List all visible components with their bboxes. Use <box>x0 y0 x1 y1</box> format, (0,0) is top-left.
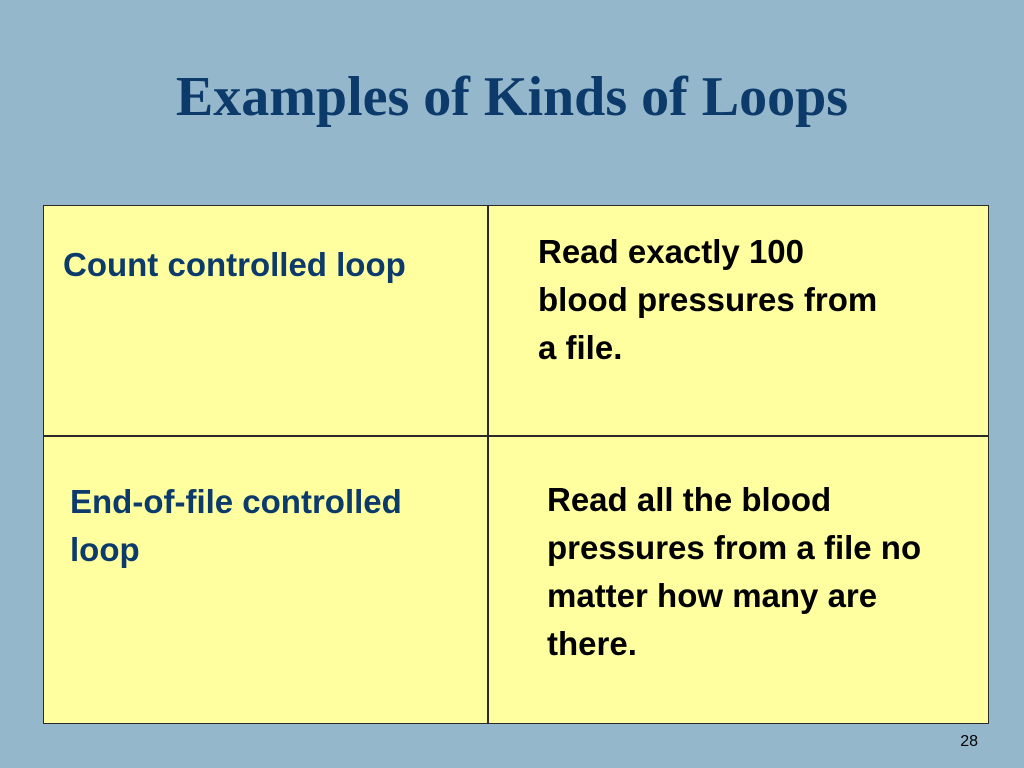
loop-example-end-of-file-controlled: Read all the blood pressures from a file no matter how many are there. <box>547 481 922 662</box>
slide-title: Examples of Kinds of Loops <box>175 66 849 128</box>
table-row-divider <box>44 435 988 437</box>
table-column-divider <box>487 206 489 723</box>
loop-example-count-controlled: Read exactly 100 blood pressures from a file. <box>538 233 878 366</box>
loop-examples-table <box>43 205 989 724</box>
loop-type-end-of-file-controlled: End-of-file controlled loop <box>70 483 402 568</box>
loop-type-count-controlled: Count controlled loop <box>63 246 406 283</box>
page-number: 28 <box>960 733 978 750</box>
